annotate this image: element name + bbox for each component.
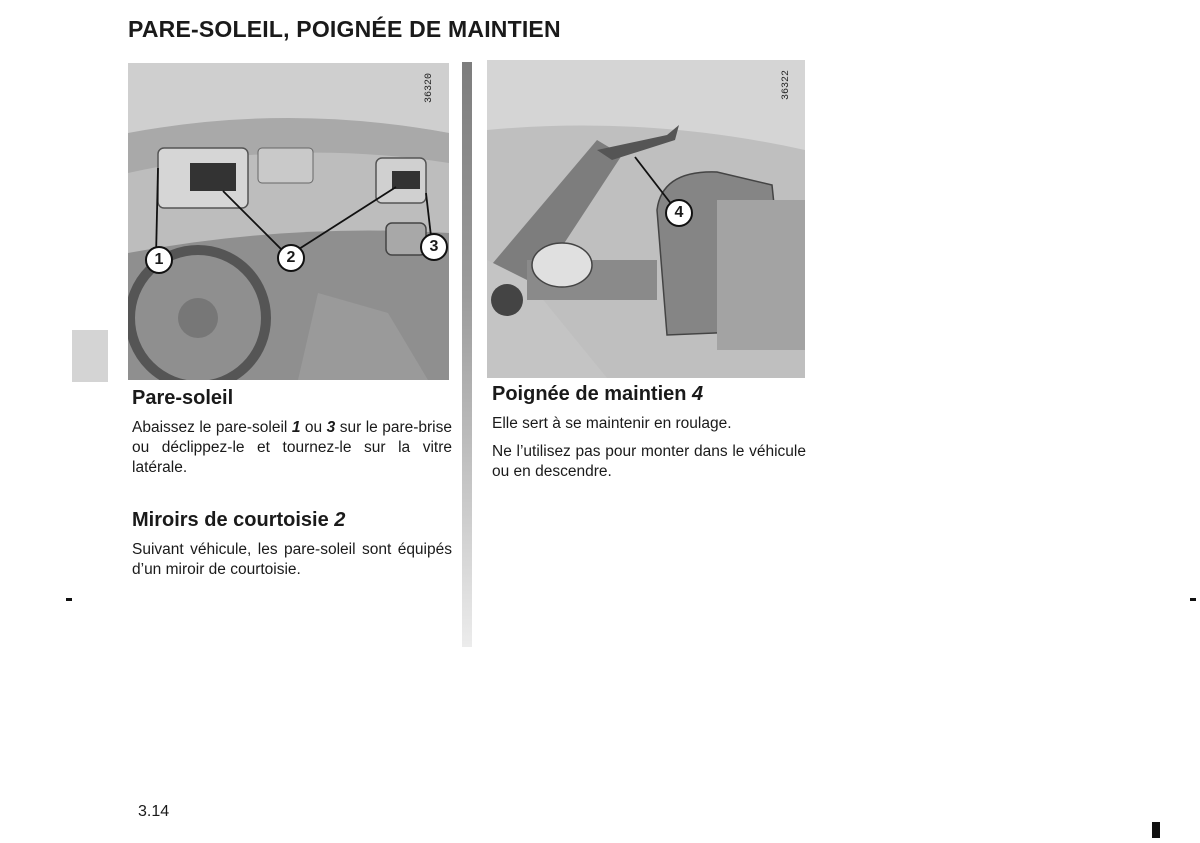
sun-visor-illustration [128, 63, 449, 380]
column-divider [462, 62, 472, 647]
chapter-tab [72, 330, 108, 382]
margin-mark-right [1190, 598, 1196, 601]
pare-soleil-heading: Pare-soleil [132, 387, 234, 409]
grab-handle-illustration [487, 60, 805, 378]
callout-4: 4 [665, 199, 693, 227]
corner-mark [1152, 822, 1160, 838]
margin-mark-left [66, 598, 72, 601]
page-number: 3.14 [138, 803, 170, 820]
callout-2: 2 [277, 244, 305, 272]
callout-1: 1 [145, 246, 173, 274]
miroirs-text: Suivant véhicule, les pare-soleil sont équipés d’un miroir de courtoisie. [132, 541, 452, 578]
figure-reference: 36320 [424, 72, 435, 103]
callout-3: 3 [420, 233, 448, 261]
poignee-heading: Poignée de maintien 4 [492, 383, 704, 405]
pare-soleil-text: Abaissez le pare-soleil 1 ou 3 sur le pare-brise ou déclippez-le et tournez-le sur la vitre latérale. [132, 419, 452, 476]
page-title: PARE-SOLEIL, POIGNÉE DE MAINTIEN [128, 16, 561, 42]
poignee-text-2: Ne l’utilisez pas pour monter dans le véhicule ou en descendre. [492, 443, 806, 480]
poignee-text-1: Elle sert à se maintenir en roulage. [492, 415, 732, 432]
right-column [492, 382, 806, 490]
miroirs-heading: Miroirs de courtoisie 2 [132, 509, 346, 531]
left-column [132, 386, 452, 588]
figure-reference: 36322 [781, 69, 792, 100]
